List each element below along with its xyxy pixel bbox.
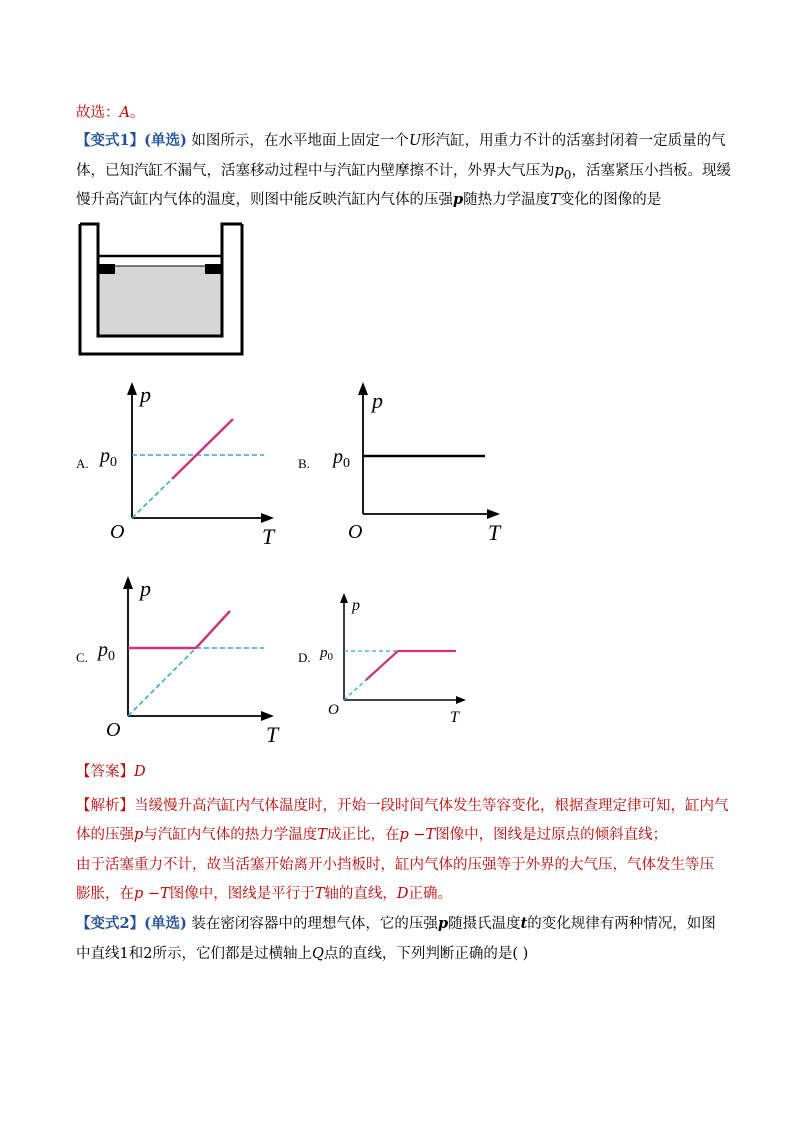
p0-label: $p_0$ xyxy=(100,445,117,470)
y-axis-label: p xyxy=(140,576,151,601)
x-arrow xyxy=(261,513,274,523)
origin-label: O xyxy=(348,521,363,543)
origin-label: O xyxy=(328,702,339,718)
x-arrow xyxy=(487,509,500,519)
option-a-graph[interactable] xyxy=(96,378,296,548)
y-axis-label: p xyxy=(372,388,383,413)
variant2-type: (单选) xyxy=(144,915,187,932)
variant1-line2: 体，已知汽缸不漏气，活塞移动过程中与汽缸内壁摩擦不计，外界大气压为$p_0$，活塞紧压小挡板。现缓 xyxy=(76,163,731,182)
y-arrow xyxy=(340,593,348,603)
x-axis-label: T xyxy=(488,520,501,545)
option-b-graph[interactable] xyxy=(330,378,520,548)
option-a-label[interactable]: A. xyxy=(76,456,89,471)
answer-line xyxy=(76,762,146,782)
y-axis-label: p xyxy=(352,597,360,614)
variant1-type: (单选) xyxy=(144,132,187,149)
analysis-line3: 由于活塞重力不计，故当活塞开始离开小挡板时，缸内气体的压强等于外界的大气压，气体发生等压 xyxy=(76,857,714,873)
previous-answer: 故选：A。 xyxy=(76,105,145,121)
y-arrow xyxy=(358,382,368,395)
answer-value: D xyxy=(134,764,146,780)
origin-label: O xyxy=(106,719,121,741)
solid-curve xyxy=(172,419,233,479)
option-c-graph[interactable] xyxy=(96,570,296,745)
x-axis-label: T xyxy=(262,524,275,548)
stop-block-left xyxy=(98,264,115,274)
solid-incline xyxy=(196,611,230,648)
x-arrow xyxy=(456,696,466,704)
variant2-line1: 【变式2】(单选) 装在密闭容器中的理想气体，它的压强p随摄氏温度t的变化规律有两种情况，如图 xyxy=(76,915,716,932)
option-d-graph[interactable] xyxy=(318,588,478,728)
y-arrow xyxy=(127,382,137,395)
p0-label: $p_0$ xyxy=(333,446,350,471)
origin-dashed-line xyxy=(344,680,366,700)
variant1-line3: 慢升高汽缸内气体的温度，则图中能反映汽缸内气体的压强p随热力学温度T变化的图像的是 xyxy=(76,191,662,208)
analysis-tag: 【解析】 xyxy=(76,798,134,814)
p0-label: $p_0$ xyxy=(98,639,115,664)
analysis-line2: 体的压强p与汽缸内气体的热力学温度T成正比，在p −T图像中，图线是过原点的倾斜直线； xyxy=(76,827,668,843)
option-d-label[interactable]: D. xyxy=(298,650,311,665)
stop-block-right xyxy=(205,264,222,274)
answer-tag: 【答案】 xyxy=(76,764,134,780)
x-axis-label: T xyxy=(266,722,279,745)
origin-dashed-line xyxy=(128,648,196,716)
variant2-line2: 中直线1和2所示，它们都是过横轴上Q点的直线，下列判断正确的是( ) xyxy=(76,946,529,962)
cylinder-figure xyxy=(76,222,246,358)
variant2-tag: 【变式2】 xyxy=(76,915,145,932)
option-b-label[interactable]: B. xyxy=(298,456,310,471)
x-arrow xyxy=(261,711,274,721)
variant1-line1: 【变式1】(单选) 如图所示，在水平地面上固定一个U形汽缸，用重力不计的活塞封闭着一定质量的气 xyxy=(76,132,726,149)
p0-label: $p_0$ xyxy=(320,645,333,663)
option-c-label[interactable]: C. xyxy=(76,650,88,665)
x-axis-label: T xyxy=(450,709,459,726)
gas-region xyxy=(98,266,222,336)
analysis-line1: 【解析】当缓慢升高汽缸内气体温度时，开始一段时间气体发生等容变化，根据查理定律可知，缸内气 xyxy=(76,798,729,814)
origin-dashed-line xyxy=(132,479,172,518)
solid-incline xyxy=(366,651,398,680)
y-axis-label: p xyxy=(140,382,151,407)
variant1-tag: 【变式1】 xyxy=(76,132,145,149)
y-arrow xyxy=(123,576,133,589)
analysis-line4: 膨胀，在p −T图像中，图线是平行于T轴的直线，D正确。 xyxy=(76,886,453,902)
origin-label: O xyxy=(110,521,125,543)
